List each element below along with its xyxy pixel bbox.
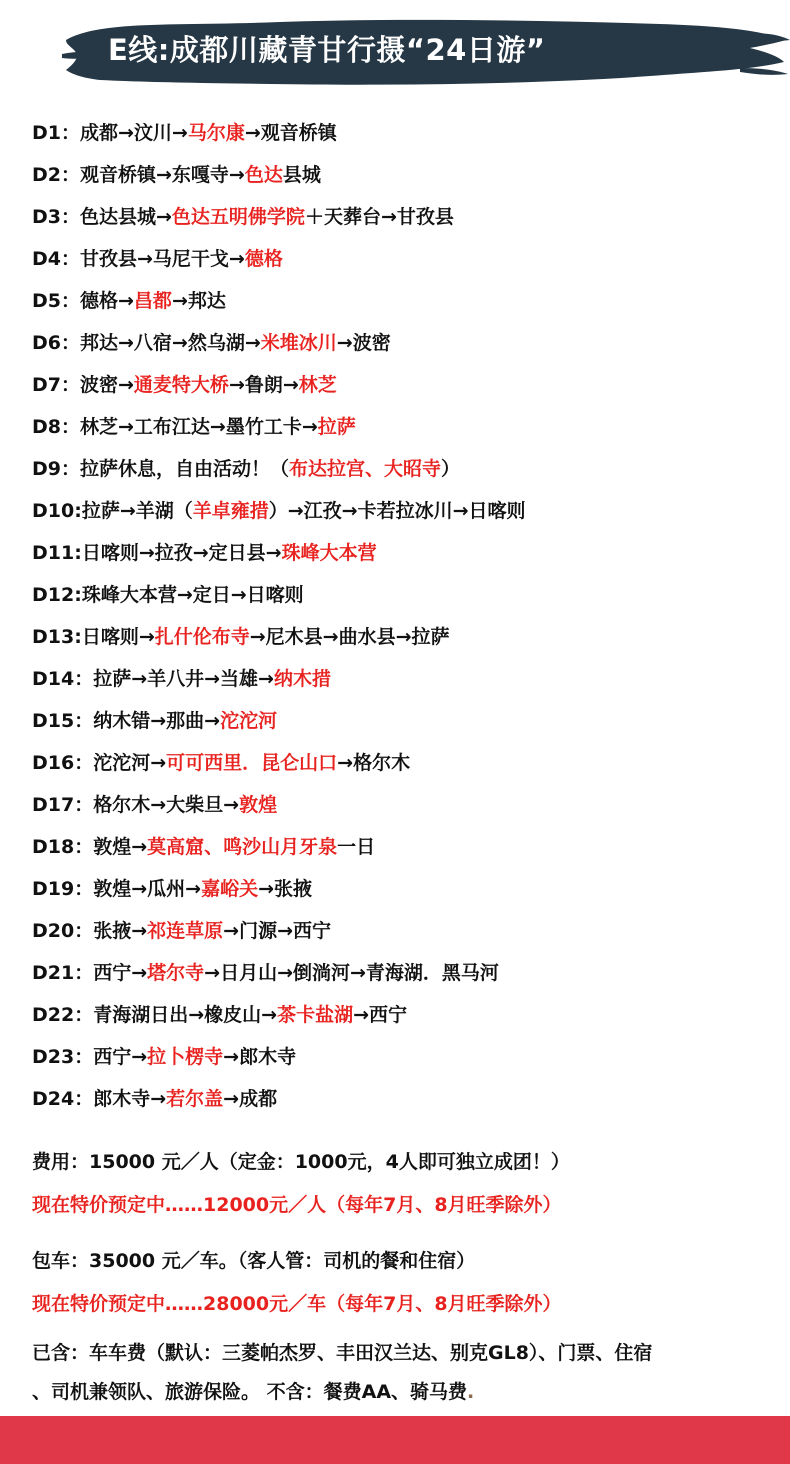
day-row [32,662,772,704]
included-line-1: 已含：车车费（默认：三菱帕杰罗、丰田汉兰达、别克GL8）、门票、住宿 [32,1342,653,1364]
route-text: 格尔木→大柴旦→ [93,794,240,816]
route-text: →邦达 [171,290,226,312]
day-label: D13: [32,626,82,648]
day-label: D4： [32,248,80,270]
highlight-destination: 茶卡盐湖 [277,1004,354,1026]
day-label: D24： [32,1088,94,1110]
day-row [32,536,772,578]
route-text: →格尔木 [337,752,411,774]
day-row [32,1082,772,1124]
day-row [32,284,772,326]
route-text: →鲁朗→ [228,374,299,396]
route-text: 一日 [337,836,376,858]
day-label: D7： [32,374,80,396]
title-banner [60,10,790,94]
day-label: D2： [32,164,80,186]
route-text: →郎木寺 [223,1046,297,1068]
highlight-destination: 米堆冰川 [260,332,337,354]
day-label: D18： [32,836,94,858]
route-text: 珠峰大本营→定日→日喀则 [81,584,304,606]
bottom-bar [0,1416,790,1464]
route-text: 拉萨→羊湖（ [81,500,193,522]
day-row [32,494,772,536]
day-row [32,998,772,1040]
route-text: 张掖→ [93,920,148,942]
day-label: D17： [32,794,94,816]
included-line-2-text: 、司机兼领队、旅游保险。 不含：餐费AA、骑马费 [32,1381,468,1403]
route-text: ）→江孜→卡若拉冰川→日喀则 [268,500,526,522]
route-text: →波密 [336,332,391,354]
route-text: →西宁 [353,1004,407,1026]
day-row [32,158,772,200]
route-text: 观音桥镇→东嘎寺→ [80,164,245,186]
day-label: D23： [32,1046,94,1068]
day-label: D19： [32,878,94,900]
route-text: ） [441,458,461,480]
route-text: 林芝→工布江达→墨竹工卡→ [80,416,318,438]
highlight-destination: 敦煌 [239,794,278,816]
day-row [32,620,772,662]
route-text: 敦煌→瓜州→ [93,878,202,900]
route-text: 西宁→ [93,962,148,984]
day-row [32,242,772,284]
highlight-destination: 色达五明佛学院 [171,206,305,228]
day-label: D8： [32,416,80,438]
highlight-destination: 塔尔寺 [147,962,205,984]
route-text: →日月山→倒淌河→青海湖．黑马河 [204,962,499,984]
route-text: 西宁→ [93,1046,148,1068]
highlight-destination: 色达 [244,164,283,186]
route-text: 拉萨休息，自由活动！（ [80,458,290,480]
highlight-destination: 纳木措 [273,668,331,690]
day-label: D11: [32,542,82,564]
route-text: 沱沱河→ [93,752,167,774]
highlight-destination: 布达拉宫、大昭寺 [289,458,442,480]
route-text: →门源→西宁 [223,920,331,942]
day-label: D14： [32,668,94,690]
day-label: D3： [32,206,80,228]
day-row [32,410,772,452]
day-row [32,326,772,368]
highlight-destination: 可可西里．昆仑山口 [166,752,338,774]
day-label: D5： [32,290,80,312]
route-text: 日喀则→拉孜→定日县→ [81,542,282,564]
day-label: D12: [32,584,82,606]
route-text: 郎木寺→ [93,1088,167,1110]
route-text: 波密→ [80,374,134,396]
included-line-2 [32,1375,772,1409]
route-text: 邦达→八宿→然乌湖→ [80,332,261,354]
route-text: 甘孜县→马尼干戈→ [80,248,245,270]
day-label: D22： [32,1004,94,1026]
day-label: D10: [32,500,82,522]
day-row [32,368,772,410]
route-text: →张掖 [258,878,312,900]
day-row [32,116,772,158]
day-row [32,914,772,956]
page-title: E线:成都川藏青甘行摄“24日游” [108,33,546,67]
route-text: →观音桥镇 [244,122,337,144]
route-text: 德格→ [80,290,134,312]
highlight-destination: 拉萨 [317,416,356,438]
day-row [32,956,772,998]
highlight-destination: 马尔康 [187,122,245,144]
highlight-destination: 若尔盖 [166,1088,224,1110]
day-label: D16： [32,752,94,774]
car-text: 包车：35000 元／车。（客人管：司机的餐和住宿） [32,1250,476,1272]
route-text: 敦煌→ [93,836,148,858]
day-row [32,200,772,242]
highlight-destination: 祁连草原 [147,920,224,942]
day-label: D20： [32,920,94,942]
highlight-destination: 嘉峪关 [201,878,259,900]
fee-text: 费用：15000 元／人（定金：1000元，4人即可独立成团！） [32,1151,570,1173]
itinerary-list [32,116,772,1124]
highlight-destination: 昌都 [133,290,172,312]
highlight-destination: 德格 [244,248,283,270]
route-text: 县城 [282,164,321,186]
day-row [32,872,772,914]
day-label: D6： [32,332,80,354]
day-row [32,704,772,746]
highlight-destination: 扎什伦布寺 [154,626,250,648]
day-row [32,830,772,872]
route-text: 色达县城→ [80,206,172,228]
route-text: ＋天葬台→甘孜县 [304,206,454,228]
day-label: D21： [32,962,94,984]
route-text: 纳木错→那曲→ [93,710,221,732]
route-text: →成都 [223,1088,278,1110]
trailing-dot: . [467,1381,475,1403]
day-label: D9： [32,458,80,480]
route-text: →尼木县→曲水县→拉萨 [249,626,450,648]
day-row [32,452,772,494]
highlight-destination: 羊卓雍措 [192,500,269,522]
route-text: 拉萨→羊八井→当雄→ [93,668,274,690]
highlight-destination: 莫高窟、鸣沙山月牙泉 [147,836,338,858]
day-row [32,1040,772,1082]
day-label: D1： [32,122,80,144]
day-row [32,578,772,620]
route-text: 日喀则→ [81,626,155,648]
highlight-destination: 珠峰大本营 [281,542,377,564]
highlight-destination: 林芝 [298,374,337,396]
highlight-destination: 沱沱河 [220,710,278,732]
day-row [32,788,772,830]
highlight-destination: 通麦特大桥 [133,374,229,396]
route-text: 成都→汶川→ [80,122,188,144]
day-label: D15： [32,710,94,732]
car-special-text: 现在特价预定中……28000元／车（每年7月、8月旺季除外） [32,1293,562,1315]
fee-special-text: 现在特价预定中……12000元／人（每年7月、8月旺季除外） [32,1194,562,1216]
highlight-destination: 拉卜楞寺 [147,1046,224,1068]
route-text: 青海湖日出→橡皮山→ [93,1004,278,1026]
day-row [32,746,772,788]
